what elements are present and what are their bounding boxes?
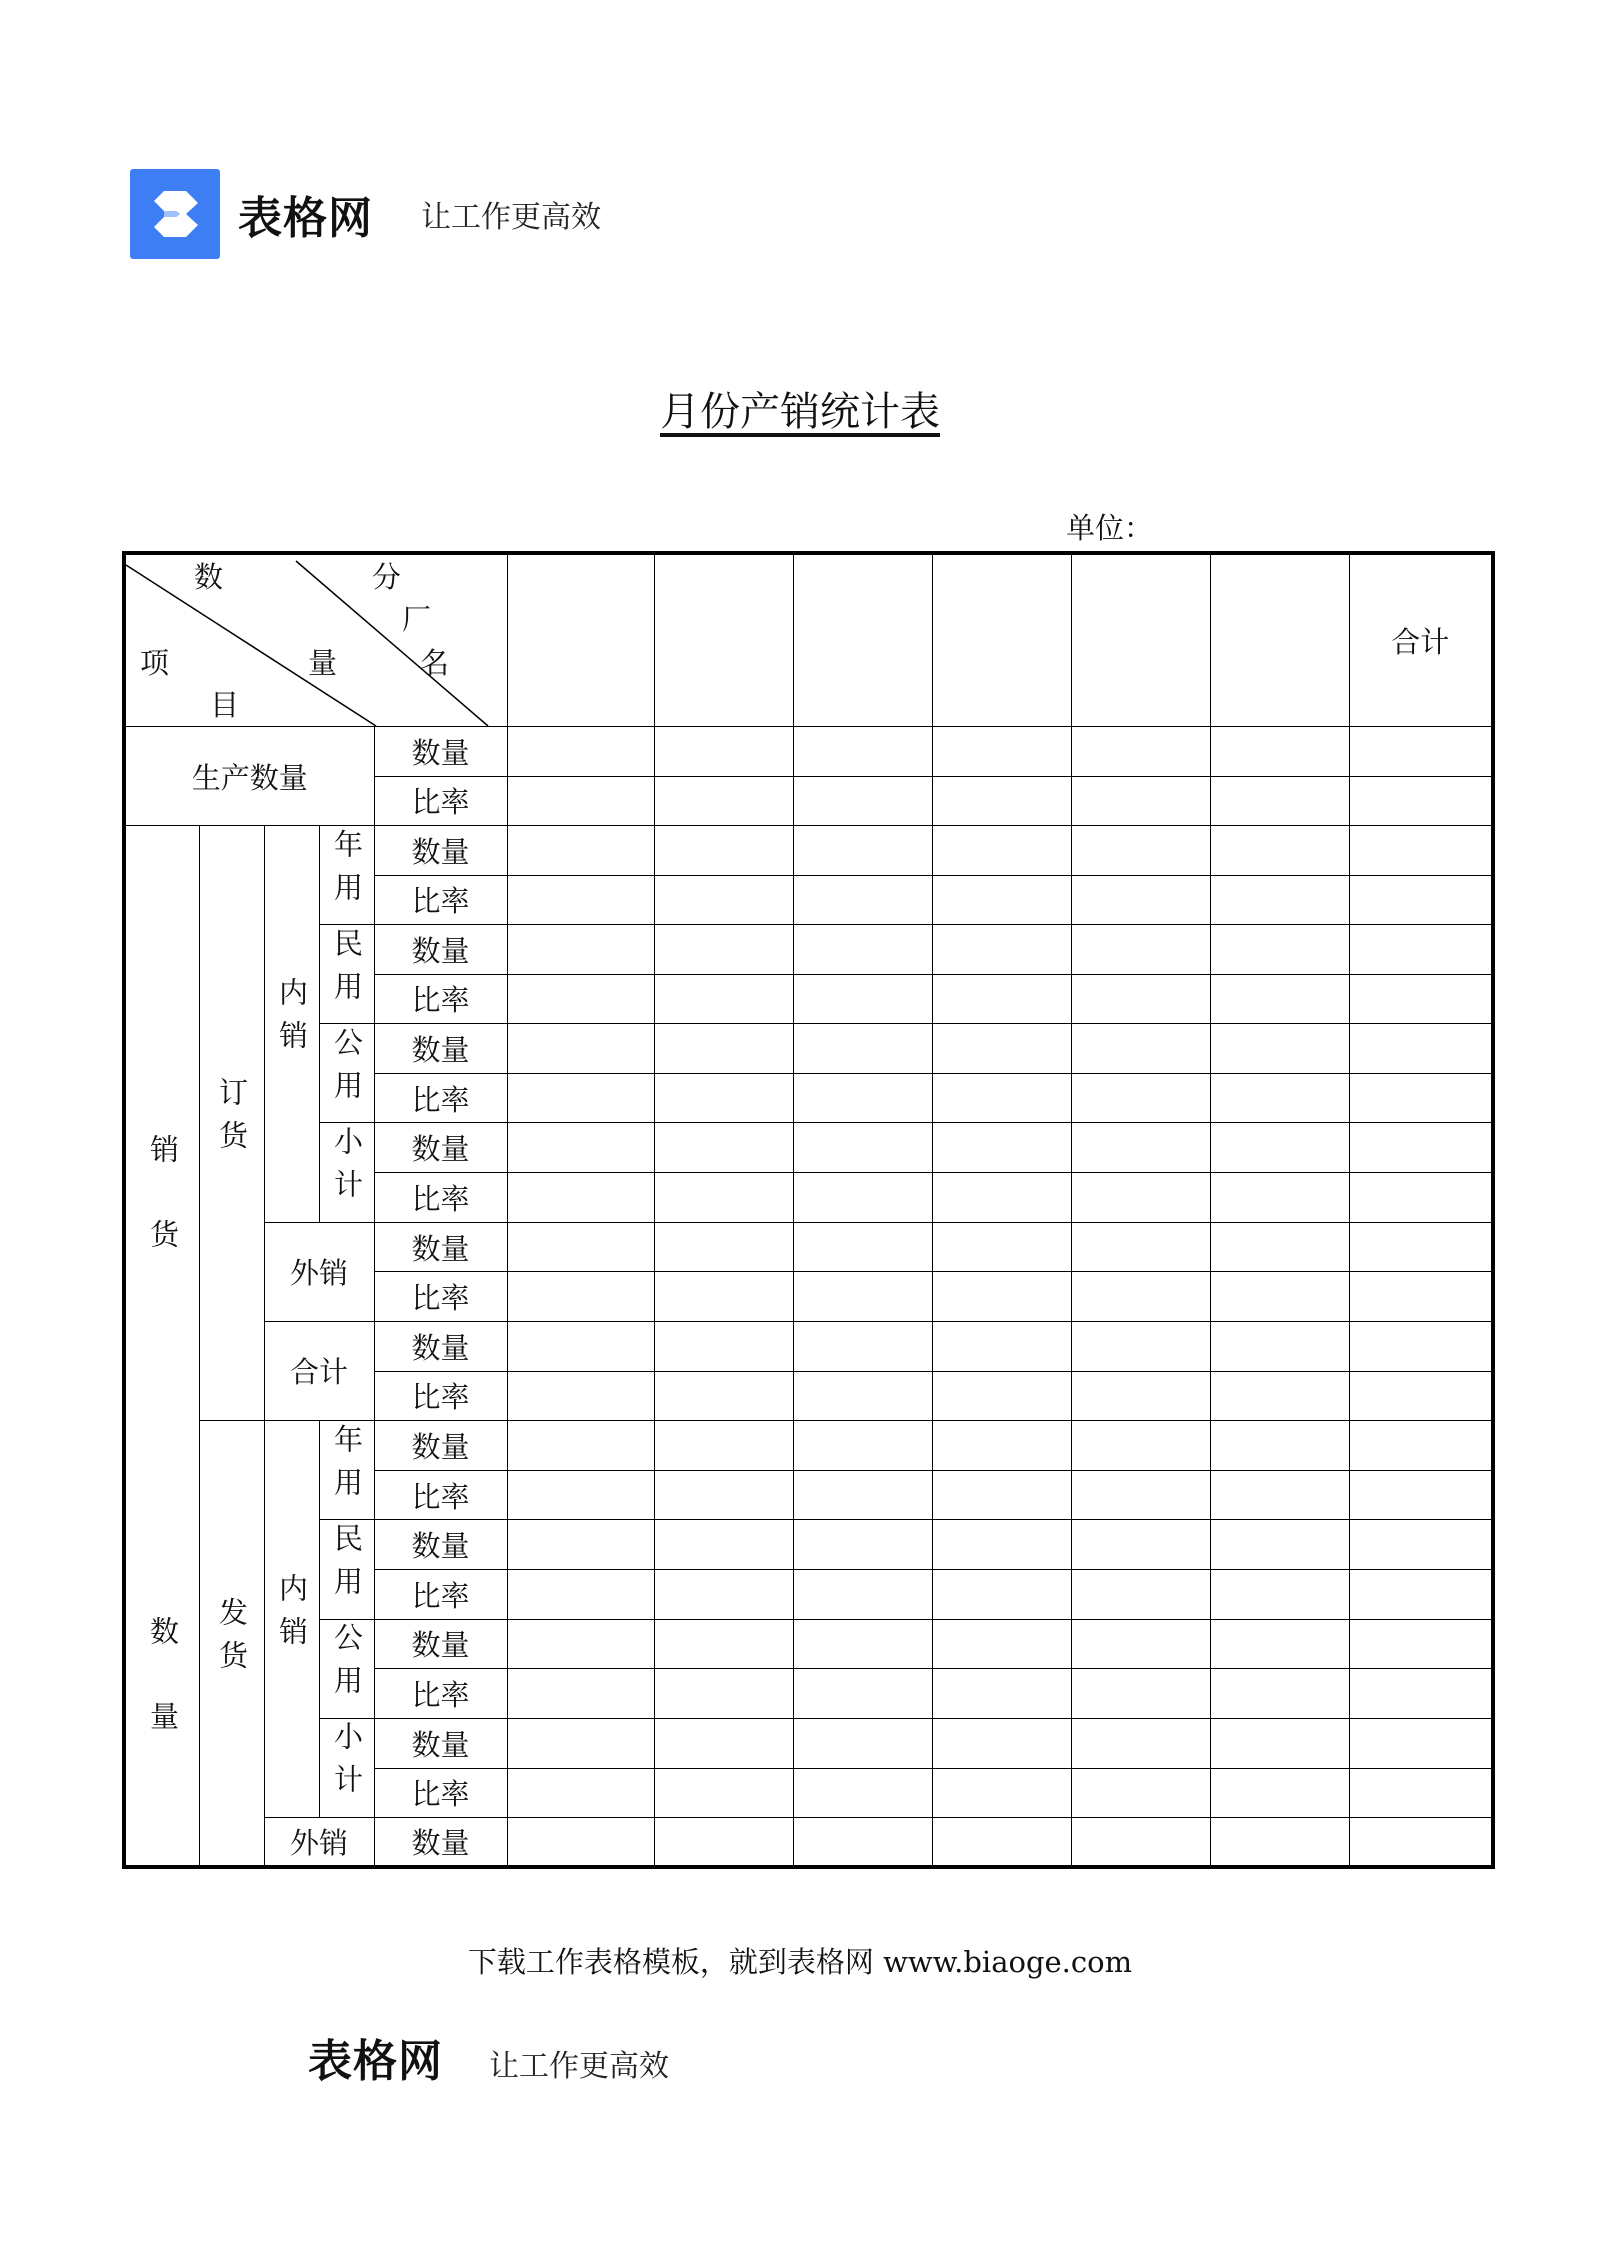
civil-use-label: 民用 xyxy=(330,927,364,1014)
civil-use-cell-2 xyxy=(319,1520,374,1619)
ratio-label: 比率 xyxy=(374,1570,507,1620)
data-cell[interactable] xyxy=(654,925,793,975)
data-cell[interactable] xyxy=(654,1222,793,1272)
data-cell[interactable] xyxy=(507,1024,654,1074)
data-cell[interactable] xyxy=(1210,1272,1349,1322)
data-cell[interactable] xyxy=(932,776,1071,826)
data-cell[interactable] xyxy=(793,1619,932,1669)
public-use-label: 公用 xyxy=(330,1026,364,1113)
data-cell[interactable] xyxy=(1071,826,1210,876)
data-cell[interactable] xyxy=(1071,1570,1210,1620)
data-cell[interactable] xyxy=(507,826,654,876)
data-cell[interactable] xyxy=(507,1768,654,1818)
data-cell[interactable] xyxy=(1349,1272,1493,1322)
data-cell[interactable] xyxy=(932,875,1071,925)
data-cell[interactable] xyxy=(507,1321,654,1371)
data-cell[interactable] xyxy=(507,974,654,1024)
data-cell[interactable] xyxy=(793,1123,932,1173)
diag-label-6: 项 xyxy=(140,646,170,680)
order-label-cell xyxy=(199,826,264,1421)
sales-label: 销货 xyxy=(146,1134,180,1304)
data-cell[interactable] xyxy=(1071,1024,1210,1074)
ratio-label: 比率 xyxy=(374,1173,507,1223)
data-cell[interactable] xyxy=(1210,1421,1349,1471)
data-cell[interactable] xyxy=(654,1073,793,1123)
data-cell[interactable] xyxy=(1349,1619,1493,1669)
data-cell[interactable] xyxy=(1349,974,1493,1024)
data-cell[interactable] xyxy=(654,1321,793,1371)
data-cell[interactable] xyxy=(654,875,793,925)
data-cell[interactable] xyxy=(507,1272,654,1322)
qty-label: 数量 xyxy=(374,1718,507,1768)
data-cell[interactable] xyxy=(654,727,793,777)
data-cell[interactable] xyxy=(507,1619,654,1669)
data-cell[interactable] xyxy=(1349,1669,1493,1719)
data-cell[interactable] xyxy=(1349,1421,1493,1471)
subtotal-cell xyxy=(319,1123,374,1222)
data-cell[interactable] xyxy=(1071,1470,1210,1520)
data-cell[interactable] xyxy=(1349,1768,1493,1818)
data-cell[interactable] xyxy=(793,1173,932,1223)
qty-label: 数量 xyxy=(374,1818,507,1868)
data-cell[interactable] xyxy=(1210,1073,1349,1123)
data-cell[interactable] xyxy=(654,1470,793,1520)
data-cell[interactable] xyxy=(654,776,793,826)
production-sales-table xyxy=(122,551,1495,1869)
data-cell[interactable] xyxy=(1349,1818,1493,1868)
data-cell[interactable] xyxy=(507,1520,654,1570)
ratio-label: 比率 xyxy=(374,875,507,925)
data-cell[interactable] xyxy=(1071,1669,1210,1719)
domestic-label: 内销 xyxy=(275,977,309,1064)
data-cell[interactable] xyxy=(1071,1768,1210,1818)
data-cell[interactable] xyxy=(1349,727,1493,777)
public-use-cell-2 xyxy=(319,1619,374,1718)
data-cell[interactable] xyxy=(654,1421,793,1471)
data-cell[interactable] xyxy=(1210,1024,1349,1074)
data-cell[interactable] xyxy=(1071,1321,1210,1371)
civil-use-cell xyxy=(319,925,374,1024)
year-use-cell xyxy=(319,826,374,925)
qty-label: 数量 xyxy=(374,1024,507,1074)
data-cell[interactable] xyxy=(507,1173,654,1223)
data-cell[interactable] xyxy=(1071,1371,1210,1421)
data-cell[interactable] xyxy=(793,875,932,925)
ratio-label: 比率 xyxy=(374,1470,507,1520)
export-label-2: 外销 xyxy=(264,1818,374,1868)
footer-brand xyxy=(308,2025,669,2089)
data-cell[interactable] xyxy=(1349,1470,1493,1520)
unit-label: 单位： xyxy=(1066,511,1154,545)
data-cell[interactable] xyxy=(507,925,654,975)
domestic-label-cell-2 xyxy=(264,1421,319,1818)
data-cell[interactable] xyxy=(932,1173,1071,1223)
public-use-label-2: 公用 xyxy=(330,1622,364,1709)
data-cell[interactable] xyxy=(793,1570,932,1620)
domestic-label-2: 内销 xyxy=(275,1572,309,1659)
factory-col-2[interactable] xyxy=(654,553,793,727)
qty-label: 数量 xyxy=(374,1222,507,1272)
data-cell[interactable] xyxy=(1349,1073,1493,1123)
factory-col-3[interactable] xyxy=(793,553,932,727)
data-cell[interactable] xyxy=(1210,925,1349,975)
qty-label: 数量 xyxy=(374,1321,507,1371)
data-cell[interactable] xyxy=(793,1024,932,1074)
data-cell[interactable] xyxy=(932,925,1071,975)
data-cell[interactable] xyxy=(507,727,654,777)
data-cell[interactable] xyxy=(932,1619,1071,1669)
data-cell[interactable] xyxy=(654,1619,793,1669)
data-cell[interactable] xyxy=(793,776,932,826)
data-cell[interactable] xyxy=(1210,1570,1349,1620)
data-cell[interactable] xyxy=(793,1470,932,1520)
subtotal-label-2: 小计 xyxy=(330,1721,364,1808)
brand-slogan: 让工作更高效 xyxy=(421,200,601,235)
ratio-label: 比率 xyxy=(374,1768,507,1818)
data-cell[interactable] xyxy=(1071,1421,1210,1471)
data-cell[interactable] xyxy=(507,1123,654,1173)
data-cell[interactable] xyxy=(507,1718,654,1768)
production-label: 生产数量 xyxy=(124,727,374,826)
brand-logo-icon xyxy=(130,169,220,259)
diagonal-header-cell xyxy=(124,553,507,727)
data-cell[interactable] xyxy=(1071,1272,1210,1322)
data-cell[interactable] xyxy=(507,1669,654,1719)
domestic-label-cell xyxy=(264,826,319,1223)
data-cell[interactable] xyxy=(654,1024,793,1074)
subtotal-label: 小计 xyxy=(330,1126,364,1213)
qty-label: 数量 xyxy=(374,727,507,777)
data-cell[interactable] xyxy=(1210,1718,1349,1768)
data-cell[interactable] xyxy=(1210,1768,1349,1818)
ratio-label: 比率 xyxy=(374,974,507,1024)
qty-label: 数量 xyxy=(374,826,507,876)
data-cell[interactable] xyxy=(793,974,932,1024)
ship-label-cell xyxy=(199,1421,264,1867)
diag-label-4: 名 xyxy=(420,646,450,680)
data-cell[interactable] xyxy=(793,925,932,975)
data-cell[interactable] xyxy=(932,1272,1071,1322)
data-cell[interactable] xyxy=(1071,974,1210,1024)
data-cell[interactable] xyxy=(932,1818,1071,1868)
data-cell[interactable] xyxy=(932,1321,1071,1371)
ratio-label: 比率 xyxy=(374,776,507,826)
footer-brand-slogan: 让工作更高效 xyxy=(489,2049,669,2084)
data-cell[interactable] xyxy=(507,776,654,826)
factory-col-4[interactable] xyxy=(932,553,1071,727)
data-cell[interactable] xyxy=(507,1073,654,1123)
factory-col-5[interactable] xyxy=(1071,553,1210,727)
data-cell[interactable] xyxy=(1210,1619,1349,1669)
data-cell[interactable] xyxy=(1210,1818,1349,1868)
data-cell[interactable] xyxy=(1071,1123,1210,1173)
group-total-label: 合计 xyxy=(264,1321,374,1420)
data-cell[interactable] xyxy=(1349,875,1493,925)
data-cell[interactable] xyxy=(1071,1718,1210,1768)
qty-label: 数量 xyxy=(374,1619,507,1669)
data-cell[interactable] xyxy=(654,1272,793,1322)
data-cell[interactable] xyxy=(932,1718,1071,1768)
data-cell[interactable] xyxy=(1071,727,1210,777)
data-cell[interactable] xyxy=(1210,1371,1349,1421)
data-cell[interactable] xyxy=(793,1818,932,1868)
data-cell[interactable] xyxy=(1349,1173,1493,1223)
data-cell[interactable] xyxy=(793,1768,932,1818)
data-cell[interactable] xyxy=(793,1371,932,1421)
footer-brand-name: 表格网 xyxy=(308,2036,443,2087)
data-cell[interactable] xyxy=(1071,1619,1210,1669)
civil-use-label-2: 民用 xyxy=(330,1522,364,1609)
data-cell[interactable] xyxy=(654,1669,793,1719)
data-cell[interactable] xyxy=(654,826,793,876)
ship-label: 发货 xyxy=(215,1596,249,1683)
data-cell[interactable] xyxy=(932,1222,1071,1272)
total-header: 合计 xyxy=(1349,553,1493,727)
data-cell[interactable] xyxy=(1349,1222,1493,1272)
diagonal-lines xyxy=(126,555,512,726)
diag-label-3: 厂 xyxy=(402,602,432,636)
data-cell[interactable] xyxy=(932,826,1071,876)
qty-label: 数量 xyxy=(374,1520,507,1570)
data-cell[interactable] xyxy=(932,1470,1071,1520)
data-cell[interactable] xyxy=(507,875,654,925)
year-use-label: 年用 xyxy=(330,828,364,915)
data-cell[interactable] xyxy=(1210,1173,1349,1223)
data-cell[interactable] xyxy=(793,1222,932,1272)
data-cell[interactable] xyxy=(932,727,1071,777)
data-cell[interactable] xyxy=(1071,875,1210,925)
data-cell[interactable] xyxy=(507,1818,654,1868)
data-cell[interactable] xyxy=(932,1570,1071,1620)
data-cell[interactable] xyxy=(1210,1520,1349,1570)
data-cell[interactable] xyxy=(793,1718,932,1768)
data-cell[interactable] xyxy=(932,1024,1071,1074)
data-cell[interactable] xyxy=(793,826,932,876)
qty-label: 数量 xyxy=(374,1123,507,1173)
data-cell[interactable] xyxy=(793,1272,932,1322)
data-cell[interactable] xyxy=(1210,1321,1349,1371)
data-cell[interactable] xyxy=(1210,826,1349,876)
data-cell[interactable] xyxy=(932,1669,1071,1719)
data-cell[interactable] xyxy=(1349,826,1493,876)
factory-col-1[interactable] xyxy=(507,553,654,727)
data-cell[interactable] xyxy=(507,1470,654,1520)
data-cell[interactable] xyxy=(793,1321,932,1371)
data-cell[interactable] xyxy=(507,1222,654,1272)
ratio-label: 比率 xyxy=(374,1073,507,1123)
subtotal-cell-2 xyxy=(319,1718,374,1817)
data-cell[interactable] xyxy=(654,1718,793,1768)
data-cell[interactable] xyxy=(793,1669,932,1719)
data-cell[interactable] xyxy=(932,1768,1071,1818)
data-cell[interactable] xyxy=(1210,1470,1349,1520)
data-cell[interactable] xyxy=(1071,1173,1210,1223)
sales-qty-label: 数量 xyxy=(146,1616,180,1786)
data-cell[interactable] xyxy=(1349,1718,1493,1768)
data-cell[interactable] xyxy=(793,1520,932,1570)
ratio-label: 比率 xyxy=(374,1272,507,1322)
data-cell[interactable] xyxy=(654,1768,793,1818)
data-cell[interactable] xyxy=(932,974,1071,1024)
diag-label-1: 数 xyxy=(194,560,224,594)
data-cell[interactable] xyxy=(1071,1520,1210,1570)
data-cell[interactable] xyxy=(1210,1669,1349,1719)
data-cell[interactable] xyxy=(654,1371,793,1421)
factory-col-6[interactable] xyxy=(1210,553,1349,727)
data-cell[interactable] xyxy=(1349,925,1493,975)
data-cell[interactable] xyxy=(1071,1818,1210,1868)
data-cell[interactable] xyxy=(932,1371,1071,1421)
data-cell[interactable] xyxy=(1349,776,1493,826)
year-use-label-2: 年用 xyxy=(330,1423,364,1510)
qty-label: 数量 xyxy=(374,1421,507,1471)
data-cell[interactable] xyxy=(507,1371,654,1421)
public-use-cell xyxy=(319,1024,374,1123)
data-cell[interactable] xyxy=(507,1421,654,1471)
data-cell[interactable] xyxy=(654,1173,793,1223)
data-cell[interactable] xyxy=(1349,1024,1493,1074)
data-cell[interactable] xyxy=(1349,1520,1493,1570)
diag-label-7: 目 xyxy=(210,688,240,722)
ratio-label: 比率 xyxy=(374,1669,507,1719)
data-cell[interactable] xyxy=(932,1520,1071,1570)
data-cell[interactable] xyxy=(654,1818,793,1868)
data-cell[interactable] xyxy=(793,1073,932,1123)
data-cell[interactable] xyxy=(654,1123,793,1173)
data-cell[interactable] xyxy=(1210,1222,1349,1272)
data-cell[interactable] xyxy=(1071,1073,1210,1123)
export-label: 外销 xyxy=(264,1222,374,1321)
data-cell[interactable] xyxy=(1071,1222,1210,1272)
data-cell[interactable] xyxy=(932,1073,1071,1123)
data-cell[interactable] xyxy=(1349,1570,1493,1620)
data-cell[interactable] xyxy=(932,1421,1071,1471)
data-cell[interactable] xyxy=(1210,727,1349,777)
data-cell[interactable] xyxy=(1210,776,1349,826)
data-cell[interactable] xyxy=(1071,925,1210,975)
qty-label: 数量 xyxy=(374,925,507,975)
data-cell[interactable] xyxy=(1349,1371,1493,1421)
year-use-cell-2 xyxy=(319,1421,374,1520)
brand-name: 表格网 xyxy=(238,193,373,244)
diag-label-2: 分 xyxy=(372,560,402,594)
sales-group-cell xyxy=(124,826,199,1868)
data-cell[interactable] xyxy=(1071,776,1210,826)
data-cell[interactable] xyxy=(1210,1123,1349,1173)
ratio-label: 比率 xyxy=(374,1371,507,1421)
data-cell[interactable] xyxy=(1349,1321,1493,1371)
data-cell[interactable] xyxy=(654,1520,793,1570)
order-label: 订货 xyxy=(215,1076,249,1163)
document-title: 月份产销统计表 xyxy=(660,389,940,435)
data-cell[interactable] xyxy=(1210,974,1349,1024)
diag-label-5: 量 xyxy=(308,646,338,680)
data-cell[interactable] xyxy=(507,1570,654,1620)
data-cell[interactable] xyxy=(793,727,932,777)
footer-text: 下载工作表格模板，就到表格网 www.biaoge.com xyxy=(467,1945,1133,1979)
data-cell[interactable] xyxy=(654,1570,793,1620)
brand-header xyxy=(130,168,601,260)
data-cell[interactable] xyxy=(654,974,793,1024)
data-cell[interactable] xyxy=(932,1123,1071,1173)
data-cell[interactable] xyxy=(1210,875,1349,925)
data-cell[interactable] xyxy=(1349,1123,1493,1173)
data-cell[interactable] xyxy=(793,1421,932,1471)
